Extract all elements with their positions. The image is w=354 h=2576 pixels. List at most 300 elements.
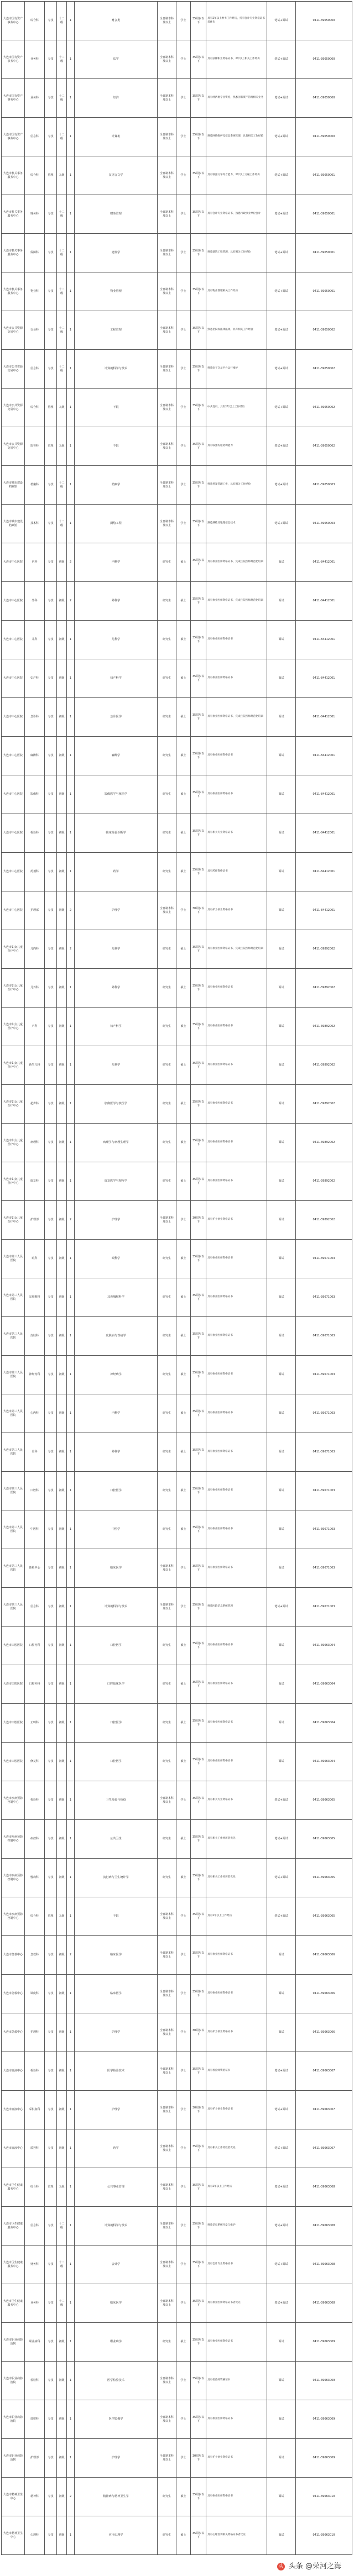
cell-unit: 大连市公共资源交易中心 bbox=[2, 427, 25, 466]
cell-req: 具有相关工作经历者优先 bbox=[206, 1820, 267, 1859]
cell-degree: 研究生 bbox=[158, 1394, 176, 1433]
cell-grade: 初级 bbox=[57, 543, 67, 582]
cell-phone: 0411-39671003 bbox=[296, 1588, 352, 1627]
cell-age: 35周岁以下 bbox=[191, 2323, 206, 2362]
cell-unit: 大连市机关事务服务中心 bbox=[2, 234, 25, 272]
cell-deg2: 硕士 bbox=[176, 1240, 191, 1278]
cell-type: 专技 bbox=[45, 1743, 57, 1781]
cell-subject: 麻醉学 bbox=[75, 737, 158, 775]
cell-phone: 0411-39063006 bbox=[296, 1936, 352, 1975]
cell-count: 1 bbox=[67, 1704, 75, 1743]
cell-phone: 0411-39892002 bbox=[296, 1085, 352, 1124]
cell-way: 笔试+面试 bbox=[267, 505, 296, 543]
cell-phone: 0411-39063007 bbox=[296, 2129, 352, 2168]
cell-way: 面试 bbox=[267, 1394, 296, 1433]
table-row bbox=[2, 621, 352, 659]
cell-type: 管理 bbox=[45, 389, 57, 427]
cell-age: 35周岁以下 bbox=[191, 1588, 206, 1627]
cell-count: 1 bbox=[67, 2284, 75, 2323]
cell-way: 面试 bbox=[267, 2013, 296, 2052]
cell-phone: 0411-39063004 bbox=[296, 1704, 352, 1743]
cell-unit: 大连市中心医院 bbox=[2, 814, 25, 853]
cell-dept: 外科 bbox=[25, 582, 45, 621]
table-row bbox=[2, 2052, 352, 2091]
cell-phone: 0411-39050000 bbox=[296, 40, 352, 79]
cell-deg2: 硕士 bbox=[176, 1317, 191, 1356]
cell-type: 专技 bbox=[45, 659, 57, 698]
cell-way: 面试 bbox=[267, 2323, 296, 2362]
cell-type: 专技 bbox=[45, 2091, 57, 2129]
cell-grade: 初级 bbox=[57, 969, 67, 1008]
cell-req: 具有执业医师资格证书 bbox=[206, 1743, 267, 1781]
cell-way: 笔试+面试 bbox=[267, 350, 296, 389]
cell-deg2: 学士 bbox=[176, 2013, 191, 2052]
cell-unit: 大连市疾病预防控制中心 bbox=[2, 1897, 25, 1936]
cell-way: 笔试+面试 bbox=[267, 2052, 296, 2091]
cell-req: 熟悉信息系统开发与维护 bbox=[206, 2207, 267, 2246]
cell-deg2: 学士 bbox=[176, 2, 191, 40]
cell-phone: 0411-39063005 bbox=[296, 1781, 352, 1820]
cell-way: 笔试+面试 bbox=[267, 2168, 296, 2207]
cell-phone: 0411-39050002 bbox=[296, 427, 352, 466]
cell-req: 具有药师资格证书 bbox=[206, 853, 267, 891]
cell-phone: 0411-39050002 bbox=[296, 311, 352, 350]
cell-type: 专技 bbox=[45, 1240, 57, 1278]
cell-subject: 公共卫生 bbox=[75, 1820, 158, 1859]
cell-count: 1 bbox=[67, 2207, 75, 2246]
cell-type: 专技 bbox=[45, 891, 57, 930]
cell-age: 35周岁以下 bbox=[191, 543, 206, 582]
cell-deg2: 学士 bbox=[176, 2207, 191, 2246]
cell-way: 面试 bbox=[267, 1510, 296, 1549]
cell-way: 笔试+面试 bbox=[267, 2246, 296, 2284]
cell-subject: 计算机科学与技术 bbox=[75, 350, 158, 389]
table-row bbox=[2, 737, 352, 775]
table-row bbox=[2, 1201, 352, 1240]
cell-phone: 0411-39050002 bbox=[296, 350, 352, 389]
cell-type: 专技 bbox=[45, 1510, 57, 1549]
cell-subject: 内科学 bbox=[75, 1394, 158, 1433]
cell-deg2: 学士 bbox=[176, 1897, 191, 1936]
cell-degree: 全日制本科及以上 bbox=[158, 2400, 176, 2439]
table-row bbox=[2, 1046, 352, 1085]
cell-req: 具有执业医师资格证书 bbox=[206, 1975, 267, 2013]
cell-count: 1 bbox=[67, 2516, 75, 2555]
cell-degree: 研究生 bbox=[158, 1317, 176, 1356]
cell-unit: 大连市第三人民医院 bbox=[2, 1433, 25, 1472]
cell-grade: 初级 bbox=[57, 1588, 67, 1627]
cell-type: 专技 bbox=[45, 1433, 57, 1472]
cell-phone: 0411-39063009 bbox=[296, 2362, 352, 2400]
cell-dept: 心理科 bbox=[25, 2516, 45, 2555]
cell-type: 专技 bbox=[45, 1356, 57, 1394]
table-row bbox=[2, 466, 352, 505]
cell-type: 专技 bbox=[45, 582, 57, 621]
cell-degree: 全日制本科及以上 bbox=[158, 891, 176, 930]
cell-age: 35周岁以下 bbox=[191, 1085, 206, 1124]
cell-count: 1 bbox=[67, 1356, 75, 1394]
cell-subject: 儿科学 bbox=[75, 1046, 158, 1085]
cell-way: 笔试+面试 bbox=[267, 2091, 296, 2129]
cell-deg2: 硕士 bbox=[176, 1162, 191, 1201]
cell-count: 1 bbox=[67, 1317, 75, 1356]
cell-count: 1 bbox=[67, 1278, 75, 1317]
cell-phone: 0411-39892002 bbox=[296, 1201, 352, 1240]
cell-type: 专技 bbox=[45, 1859, 57, 1897]
cell-count: 2 bbox=[67, 2478, 75, 2516]
table-row bbox=[2, 969, 352, 1008]
cell-way: 面试 bbox=[267, 1085, 296, 1124]
cell-phone: 0411-39063010 bbox=[296, 2478, 352, 2516]
cell-subject: 不限 bbox=[75, 1897, 158, 1936]
table-row bbox=[2, 195, 352, 234]
cell-age: 35周岁以下 bbox=[191, 621, 206, 659]
cell-age: 35周岁以下 bbox=[191, 2129, 206, 2168]
cell-deg2: 学士 bbox=[176, 2284, 191, 2323]
cell-dept: 检验科 bbox=[25, 814, 45, 853]
cell-deg2: 硕士 bbox=[176, 698, 191, 737]
cell-deg2: 学士 bbox=[176, 311, 191, 350]
cell-unit: 大连市血液中心 bbox=[2, 2129, 25, 2168]
cell-count: 2 bbox=[67, 582, 75, 621]
cell-count: 1 bbox=[67, 1124, 75, 1162]
cell-dept: 综合科 bbox=[25, 2168, 45, 2207]
cell-phone: 0411-39063006 bbox=[296, 1975, 352, 2013]
table-row bbox=[2, 582, 352, 621]
cell-req: 具有较强文字综合能力，2年以上文秘工作经历 bbox=[206, 156, 267, 195]
cell-req: 具有护士执业资格证书 bbox=[206, 891, 267, 930]
cell-unit: 大连市国有资产事务中心 bbox=[2, 2, 25, 40]
cell-subject: 药学 bbox=[75, 853, 158, 891]
cell-count: 1 bbox=[67, 1897, 75, 1936]
cell-req: 具有执业医师资格证书 bbox=[206, 775, 267, 814]
cell-degree: 研究生 bbox=[158, 1820, 176, 1859]
cell-age: 35周岁以下 bbox=[191, 1317, 206, 1356]
cell-type: 专技 bbox=[45, 1394, 57, 1433]
table-row bbox=[2, 1124, 352, 1162]
cell-way: 面试 bbox=[267, 1124, 296, 1162]
cell-type: 专技 bbox=[45, 272, 57, 311]
cell-req: 具有会计专业资格证书 bbox=[206, 2246, 267, 2284]
cell-way: 面试 bbox=[267, 814, 296, 853]
cell-req: 熟悉医院信息系统管理 bbox=[206, 1588, 267, 1627]
cell-subject: 影像医学与核医学 bbox=[75, 1085, 158, 1124]
cell-phone: 0411-84412001 bbox=[296, 891, 352, 930]
cell-grade: 十二级 bbox=[57, 466, 67, 505]
cell-age: 35周岁以下 bbox=[191, 195, 206, 234]
cell-way: 面试 bbox=[267, 1665, 296, 1704]
cell-degree: 研究生 bbox=[158, 543, 176, 582]
cell-phone: 0411-39063009 bbox=[296, 2400, 352, 2439]
cell-subject: 财会类 bbox=[75, 2, 158, 40]
cell-way: 面试 bbox=[267, 2478, 296, 2516]
cell-subject: 公共事业管理 bbox=[75, 2168, 158, 2207]
cell-dept: 产科 bbox=[25, 1008, 45, 1046]
cell-unit: 大连市第三人民医院 bbox=[2, 1510, 25, 1549]
cell-type: 专技 bbox=[45, 311, 57, 350]
cell-deg2: 学士 bbox=[176, 2246, 191, 2284]
cell-degree: 研究生 bbox=[158, 814, 176, 853]
cell-way: 笔试+面试 bbox=[267, 2129, 296, 2168]
cell-count: 1 bbox=[67, 40, 75, 79]
cell-type: 专技 bbox=[45, 969, 57, 1008]
cell-unit: 大连市卫生健康服务中心 bbox=[2, 2246, 25, 2284]
table-row bbox=[2, 2284, 352, 2323]
cell-age: 35周岁以下 bbox=[191, 1124, 206, 1162]
cell-unit: 大连市疾病预防控制中心 bbox=[2, 1859, 25, 1897]
cell-type: 专技 bbox=[45, 621, 57, 659]
cell-unit: 大连市妇女儿童医疗中心 bbox=[2, 930, 25, 969]
cell-count: 1 bbox=[67, 2, 75, 40]
cell-count: 2 bbox=[67, 930, 75, 969]
cell-deg2: 硕士 bbox=[176, 1820, 191, 1859]
cell-req: 具有执业医师资格证书，完成住院医师规范化培训 bbox=[206, 543, 267, 582]
cell-type: 专技 bbox=[45, 1317, 57, 1356]
cell-degree: 全日制本科及以上 bbox=[158, 1936, 176, 1975]
watermark-text: 头条 @荣河之海 bbox=[288, 2562, 341, 2570]
cell-type: 专技 bbox=[45, 79, 57, 118]
cell-req: 具有执业医师资格证书 bbox=[206, 1627, 267, 1665]
cell-degree: 研究生 bbox=[158, 1472, 176, 1510]
table-row bbox=[2, 350, 352, 389]
cell-subject: 临床医学 bbox=[75, 1936, 158, 1975]
cell-deg2: 硕士 bbox=[176, 2516, 191, 2555]
cell-grade: 初级 bbox=[57, 621, 67, 659]
table-row bbox=[2, 40, 352, 79]
cell-degree: 全日制本科及以上 bbox=[158, 311, 176, 350]
cell-age: 35周岁以下 bbox=[191, 814, 206, 853]
cell-way: 面试 bbox=[267, 2362, 296, 2400]
table-row bbox=[2, 427, 352, 466]
cell-count: 1 bbox=[67, 1472, 75, 1510]
cell-subject: 康复医学与理疗学 bbox=[75, 1162, 158, 1201]
cell-phone: 0411-39671003 bbox=[296, 1472, 352, 1510]
cell-degree: 研究生 bbox=[158, 969, 176, 1008]
cell-unit: 大连市第三人民医院 bbox=[2, 1472, 25, 1510]
cell-count: 2 bbox=[67, 891, 75, 930]
cell-req: 具有心理咨询相关资格证书者优先 bbox=[206, 2516, 267, 2555]
cell-deg2: 学士 bbox=[176, 2168, 191, 2207]
cell-phone: 0411-39671003 bbox=[296, 1317, 352, 1356]
cell-grade: 十二级 bbox=[57, 505, 67, 543]
cell-dept: 慢病科 bbox=[25, 1859, 45, 1897]
cell-degree: 全日制本科及以上 bbox=[158, 1897, 176, 1936]
cell-way: 面试 bbox=[267, 543, 296, 582]
cell-type: 专技 bbox=[45, 1162, 57, 1201]
cell-req: 具有护士执业资格证书 bbox=[206, 2091, 267, 2129]
cell-phone: 0411-39063010 bbox=[296, 2516, 352, 2555]
cell-deg2: 学士 bbox=[176, 891, 191, 930]
cell-subject: 内科学 bbox=[75, 543, 158, 582]
cell-grade: 十二级 bbox=[57, 79, 67, 118]
cell-grade: 初级 bbox=[57, 1781, 67, 1820]
table-row bbox=[2, 930, 352, 969]
cell-way: 面试 bbox=[267, 1975, 296, 2013]
cell-count: 1 bbox=[67, 1240, 75, 1278]
cell-phone: 0411-39063008 bbox=[296, 2168, 352, 2207]
cell-req: 熟悉招投标法律法规，具有相关工作经验 bbox=[206, 311, 267, 350]
cell-unit: 大连市妇女儿童医疗中心 bbox=[2, 1201, 25, 1240]
cell-unit: 大连市中心医院 bbox=[2, 853, 25, 891]
cell-degree: 全日制本科及以上 bbox=[158, 79, 176, 118]
cell-phone: 0411-84412001 bbox=[296, 853, 352, 891]
cell-grade: 初级 bbox=[57, 1008, 67, 1046]
cell-unit: 大连市血液中心 bbox=[2, 2091, 25, 2129]
cell-req: 具有2年以上工作经历 bbox=[206, 2168, 267, 2207]
cell-phone: 0411-39050003 bbox=[296, 505, 352, 543]
cell-req: 具有执业医师资格证书 bbox=[206, 1394, 267, 1433]
cell-age: 35周岁以下 bbox=[191, 1665, 206, 1704]
cell-dept: 康复科 bbox=[25, 1162, 45, 1201]
table-row bbox=[2, 1278, 352, 1317]
cell-subject: 测绘工程 bbox=[75, 505, 158, 543]
cell-age: 35周岁以下 bbox=[191, 853, 206, 891]
cell-count: 1 bbox=[67, 2168, 75, 2207]
cell-type: 管理 bbox=[45, 156, 57, 195]
cell-age: 35周岁以下 bbox=[191, 775, 206, 814]
cell-grade: 初级 bbox=[57, 582, 67, 621]
table-row bbox=[2, 1897, 352, 1936]
cell-age: 35周岁以下 bbox=[191, 427, 206, 466]
cell-subject: 卫生检验与检疫 bbox=[75, 1781, 158, 1820]
cell-phone: 0411-39063008 bbox=[296, 2246, 352, 2284]
cell-req: 具有执业医师资格证书 bbox=[206, 1433, 267, 1472]
cell-count: 1 bbox=[67, 195, 75, 234]
cell-subject: 护理学 bbox=[75, 2013, 158, 2052]
cell-phone: 0411-39671003 bbox=[296, 1433, 352, 1472]
cell-deg2: 硕士 bbox=[176, 775, 191, 814]
cell-deg2: 硕士 bbox=[176, 1704, 191, 1743]
cell-unit: 大连市职业病防治院 bbox=[2, 2400, 25, 2439]
cell-grade: 十二级 bbox=[57, 311, 67, 350]
cell-deg2: 学士 bbox=[176, 2439, 191, 2478]
cell-dept: 急救科 bbox=[25, 1936, 45, 1975]
cell-subject: 流行病与卫生统计学 bbox=[75, 1859, 158, 1897]
cell-grade: 初级 bbox=[57, 659, 67, 698]
cell-deg2: 学士 bbox=[176, 2362, 191, 2400]
cell-degree: 全日制本科及以上 bbox=[158, 505, 176, 543]
cell-phone: 0411-39050001 bbox=[296, 195, 352, 234]
cell-type: 专技 bbox=[45, 814, 57, 853]
cell-type: 专技 bbox=[45, 698, 57, 737]
cell-type: 专技 bbox=[45, 2246, 57, 2284]
table-row bbox=[2, 2129, 352, 2168]
cell-unit: 大连市妇女儿童医疗中心 bbox=[2, 1085, 25, 1124]
cell-unit: 大连市第三人民医院 bbox=[2, 1356, 25, 1394]
cell-age: 35周岁以下 bbox=[191, 1549, 206, 1588]
cell-dept: 病理科 bbox=[25, 1124, 45, 1162]
cell-req: 具有相关工作经历者优先 bbox=[206, 1859, 267, 1897]
cell-dept: 综合科 bbox=[25, 1897, 45, 1936]
cell-req: 具有执业医师资格证书 bbox=[206, 1356, 267, 1394]
cell-grade: 初级 bbox=[57, 698, 67, 737]
cell-grade: 初级 bbox=[57, 1665, 67, 1704]
cell-subject: 汉语言文学 bbox=[75, 156, 158, 195]
cell-age: 35周岁以下 bbox=[191, 1820, 206, 1859]
cell-unit: 大连市国有资产事务中心 bbox=[2, 118, 25, 156]
cell-req: 具有执业医师资格证书 bbox=[206, 659, 267, 698]
cell-subject: 计算机 bbox=[75, 118, 158, 156]
cell-degree: 研究生 bbox=[158, 1859, 176, 1897]
cell-req: 具有执业医师资格证书 bbox=[206, 1549, 267, 1588]
cell-deg2: 学士 bbox=[176, 2091, 191, 2129]
cell-degree: 全日制本科及以上 bbox=[158, 2129, 176, 2168]
cell-req: 具有执业医师资格证书 bbox=[206, 1510, 267, 1549]
cell-phone: 0411-84412001 bbox=[296, 698, 352, 737]
cell-dept: 信息科 bbox=[25, 1588, 45, 1627]
table-row bbox=[2, 1588, 352, 1627]
table-row bbox=[2, 2246, 352, 2284]
cell-age: 30周岁以下 bbox=[191, 1201, 206, 1240]
cell-deg2: 学士 bbox=[176, 1549, 191, 1588]
cell-type: 管理 bbox=[45, 2168, 57, 2207]
cell-way: 笔试+面试 bbox=[267, 1781, 296, 1820]
cell-deg2: 硕士 bbox=[176, 1472, 191, 1510]
cell-deg2: 硕士 bbox=[176, 1859, 191, 1897]
cell-count: 1 bbox=[67, 2246, 75, 2284]
cell-subject: 临床医学 bbox=[75, 1549, 158, 1588]
cell-unit: 大连市机关事务服务中心 bbox=[2, 195, 25, 234]
cell-way: 笔试+面试 bbox=[267, 311, 296, 350]
cell-phone: 0411-39063005 bbox=[296, 1897, 352, 1936]
cell-degree: 全日制本科及以上 bbox=[158, 2, 176, 40]
cell-type: 专技 bbox=[45, 2013, 57, 2052]
cell-phone: 0411-39063007 bbox=[296, 2052, 352, 2091]
cell-subject: 会计学 bbox=[75, 2246, 158, 2284]
table-row bbox=[2, 1665, 352, 1704]
cell-unit: 大连市急救中心 bbox=[2, 1975, 25, 2013]
cell-grade: 初级 bbox=[57, 814, 67, 853]
cell-dept: 影像科 bbox=[25, 775, 45, 814]
cell-dept: 放射科 bbox=[25, 2400, 45, 2439]
cell-degree: 全日制本科及以上 bbox=[158, 466, 176, 505]
cell-dept: 保障科 bbox=[25, 234, 45, 272]
cell-degree: 研究生 bbox=[158, 1743, 176, 1781]
cell-unit: 大连市口腔医院 bbox=[2, 1665, 25, 1704]
cell-phone: 0411-39892002 bbox=[296, 930, 352, 969]
cell-degree: 研究生 bbox=[158, 1085, 176, 1124]
cell-age: 35周岁以下 bbox=[191, 466, 206, 505]
cell-way: 面试 bbox=[267, 1433, 296, 1472]
cell-grade: 初级 bbox=[57, 2439, 67, 2478]
cell-deg2: 学士 bbox=[176, 79, 191, 118]
cell-req: 具有2年以上财务工作经历，持有会计专业资格证书者优先 bbox=[206, 2, 267, 40]
recruitment-table-container bbox=[1, 1, 352, 2555]
cell-subject: 外科学 bbox=[75, 1433, 158, 1472]
cell-req: 具有执业医师资格证书 bbox=[206, 2400, 267, 2439]
cell-age: 35周岁以下 bbox=[191, 2052, 206, 2091]
cell-subject: 临床检验诊断学 bbox=[75, 814, 158, 853]
cell-deg2: 硕士 bbox=[176, 1046, 191, 1085]
cell-type: 专技 bbox=[45, 2284, 57, 2323]
cell-deg2: 学士 bbox=[176, 234, 191, 272]
cell-subject: 妇产科学 bbox=[75, 1008, 158, 1046]
cell-phone: 0411-39063005 bbox=[296, 1859, 352, 1897]
cell-req: 具有检验师资格证书 bbox=[206, 2052, 267, 2091]
cell-deg2: 硕士 bbox=[176, 1510, 191, 1549]
cell-dept: 口腔内科 bbox=[25, 1627, 45, 1665]
cell-type: 专技 bbox=[45, 2400, 57, 2439]
cell-phone: 0411-39892002 bbox=[296, 1162, 352, 1201]
cell-unit: 大连市口腔医院 bbox=[2, 1743, 25, 1781]
cell-type: 专技 bbox=[45, 1124, 57, 1162]
cell-degree: 全日制本科及以上 bbox=[158, 234, 176, 272]
cell-dept: 护理科 bbox=[25, 2013, 45, 2052]
table-row bbox=[2, 1936, 352, 1975]
cell-dept: 调度科 bbox=[25, 1975, 45, 2013]
cell-subject: 护理学 bbox=[75, 891, 158, 930]
cell-degree: 全日制本科及以上 bbox=[158, 2052, 176, 2091]
